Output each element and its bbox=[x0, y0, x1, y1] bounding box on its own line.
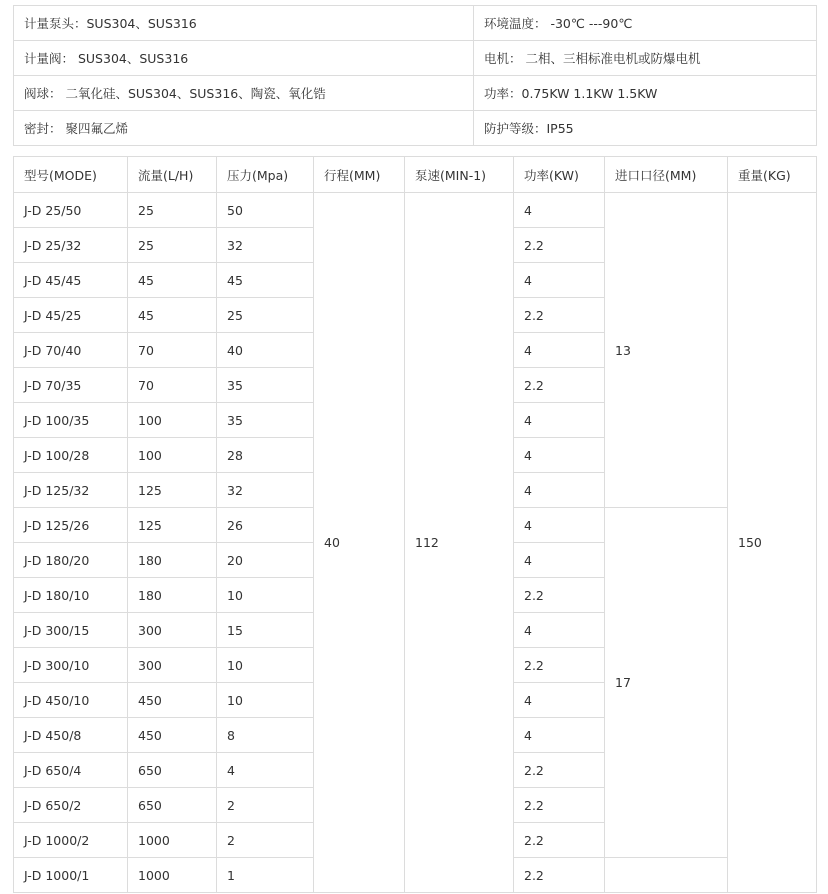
flow-cell: 100 bbox=[128, 403, 217, 438]
power-cell: 4 bbox=[514, 683, 605, 718]
flow-cell: 45 bbox=[128, 298, 217, 333]
power-cell: 4 bbox=[514, 718, 605, 753]
model-cell: J-D 300/10 bbox=[14, 648, 128, 683]
model-cell: J-D 450/10 bbox=[14, 683, 128, 718]
flow-cell: 125 bbox=[128, 508, 217, 543]
weight-cell: 150 bbox=[728, 193, 817, 893]
spec-body bbox=[14, 6, 817, 146]
pressure-cell: 1 bbox=[217, 858, 314, 893]
model-cell: J-D 70/35 bbox=[14, 368, 128, 403]
power-cell: 4 bbox=[514, 613, 605, 648]
pressure-cell: 2 bbox=[217, 788, 314, 823]
pressure-cell: 40 bbox=[217, 333, 314, 368]
model-cell: J-D 45/45 bbox=[14, 263, 128, 298]
pressure-cell: 45 bbox=[217, 263, 314, 298]
pressure-cell: 25 bbox=[217, 298, 314, 333]
stroke-cell: 40 bbox=[314, 193, 405, 893]
model-table bbox=[13, 156, 817, 893]
pressure-cell: 10 bbox=[217, 648, 314, 683]
pressure-cell: 4 bbox=[217, 753, 314, 788]
power-cell: 2.2 bbox=[514, 298, 605, 333]
spec-cell-left: 密封： 聚四氟乙烯 bbox=[14, 111, 474, 146]
flow-cell: 1000 bbox=[128, 823, 217, 858]
flow-cell: 25 bbox=[128, 228, 217, 263]
power-cell: 4 bbox=[514, 263, 605, 298]
pressure-cell: 35 bbox=[217, 403, 314, 438]
spec-cell-right: 功率：0.75KW 1.1KW 1.5KW bbox=[474, 76, 817, 111]
pressure-cell: 2 bbox=[217, 823, 314, 858]
spec-row bbox=[14, 76, 817, 111]
power-cell: 4 bbox=[514, 333, 605, 368]
model-cell: J-D 180/10 bbox=[14, 578, 128, 613]
header-stroke: 行程(MM) bbox=[314, 157, 405, 193]
port-cell-empty bbox=[605, 858, 728, 893]
flow-cell: 1000 bbox=[128, 858, 217, 893]
spec-row bbox=[14, 6, 817, 41]
spec-cell-left: 计量泵头：SUS304、SUS316 bbox=[14, 6, 474, 41]
flow-cell: 450 bbox=[128, 683, 217, 718]
pressure-cell: 32 bbox=[217, 473, 314, 508]
spec-cell-right: 电机： 二相、三相标准电机或防爆电机 bbox=[474, 41, 817, 76]
model-cell: J-D 650/2 bbox=[14, 788, 128, 823]
header-speed: 泵速(MIN-1) bbox=[405, 157, 514, 193]
power-cell: 2.2 bbox=[514, 578, 605, 613]
power-cell: 2.2 bbox=[514, 368, 605, 403]
header-row bbox=[14, 157, 817, 193]
spec-row bbox=[14, 111, 817, 146]
spec-cell-left: 计量阀： SUS304、SUS316 bbox=[14, 41, 474, 76]
header-weight: 重量(KG) bbox=[728, 157, 817, 193]
port-cell-b: 17 bbox=[605, 508, 728, 858]
model-cell: J-D 100/35 bbox=[14, 403, 128, 438]
flow-cell: 25 bbox=[128, 193, 217, 228]
pressure-cell: 10 bbox=[217, 683, 314, 718]
speed-cell: 112 bbox=[405, 193, 514, 893]
spec-row bbox=[14, 41, 817, 76]
model-cell: J-D 125/32 bbox=[14, 473, 128, 508]
header-pressure: 压力(Mpa) bbox=[217, 157, 314, 193]
model-body bbox=[14, 157, 817, 893]
model-cell: J-D 650/4 bbox=[14, 753, 128, 788]
flow-cell: 45 bbox=[128, 263, 217, 298]
model-cell: J-D 70/40 bbox=[14, 333, 128, 368]
pressure-cell: 26 bbox=[217, 508, 314, 543]
spec-cell-right: 防护等级：IP55 bbox=[474, 111, 817, 146]
pressure-cell: 32 bbox=[217, 228, 314, 263]
pressure-cell: 20 bbox=[217, 543, 314, 578]
power-cell: 4 bbox=[514, 438, 605, 473]
pressure-cell: 8 bbox=[217, 718, 314, 753]
model-cell: J-D 25/50 bbox=[14, 193, 128, 228]
port-cell-a: 13 bbox=[605, 193, 728, 508]
header-power: 功率(KW) bbox=[514, 157, 605, 193]
flow-cell: 300 bbox=[128, 648, 217, 683]
power-cell: 4 bbox=[514, 473, 605, 508]
model-cell: J-D 450/8 bbox=[14, 718, 128, 753]
power-cell: 2.2 bbox=[514, 858, 605, 893]
flow-cell: 70 bbox=[128, 368, 217, 403]
spec-cell-right: 环境温度： -30℃ ---90℃ bbox=[474, 6, 817, 41]
flow-cell: 70 bbox=[128, 333, 217, 368]
pressure-cell: 15 bbox=[217, 613, 314, 648]
model-cell: J-D 180/20 bbox=[14, 543, 128, 578]
header-flow: 流量(L/H) bbox=[128, 157, 217, 193]
model-cell: J-D 100/28 bbox=[14, 438, 128, 473]
power-cell: 2.2 bbox=[514, 648, 605, 683]
flow-cell: 180 bbox=[128, 543, 217, 578]
spec-table bbox=[13, 5, 817, 146]
power-cell: 2.2 bbox=[514, 228, 605, 263]
power-cell: 2.2 bbox=[514, 753, 605, 788]
power-cell: 2.2 bbox=[514, 788, 605, 823]
model-cell: J-D 1000/1 bbox=[14, 858, 128, 893]
power-cell: 4 bbox=[514, 508, 605, 543]
pressure-cell: 35 bbox=[217, 368, 314, 403]
model-cell: J-D 300/15 bbox=[14, 613, 128, 648]
flow-cell: 650 bbox=[128, 788, 217, 823]
pressure-cell: 28 bbox=[217, 438, 314, 473]
flow-cell: 650 bbox=[128, 753, 217, 788]
power-cell: 2.2 bbox=[514, 823, 605, 858]
model-cell: J-D 45/25 bbox=[14, 298, 128, 333]
flow-cell: 300 bbox=[128, 613, 217, 648]
pressure-cell: 50 bbox=[217, 193, 314, 228]
spec-cell-left: 阀球： 二氧化硅、SUS304、SUS316、陶瓷、氧化锆 bbox=[14, 76, 474, 111]
power-cell: 4 bbox=[514, 193, 605, 228]
flow-cell: 180 bbox=[128, 578, 217, 613]
header-port: 进口口径(MM) bbox=[605, 157, 728, 193]
power-cell: 4 bbox=[514, 543, 605, 578]
model-cell: J-D 125/26 bbox=[14, 508, 128, 543]
flow-cell: 125 bbox=[128, 473, 217, 508]
flow-cell: 100 bbox=[128, 438, 217, 473]
model-cell: J-D 1000/2 bbox=[14, 823, 128, 858]
flow-cell: 450 bbox=[128, 718, 217, 753]
power-cell: 4 bbox=[514, 403, 605, 438]
table-row bbox=[14, 193, 817, 228]
pressure-cell: 10 bbox=[217, 578, 314, 613]
model-cell: J-D 25/32 bbox=[14, 228, 128, 263]
header-model: 型号(MODE) bbox=[14, 157, 128, 193]
